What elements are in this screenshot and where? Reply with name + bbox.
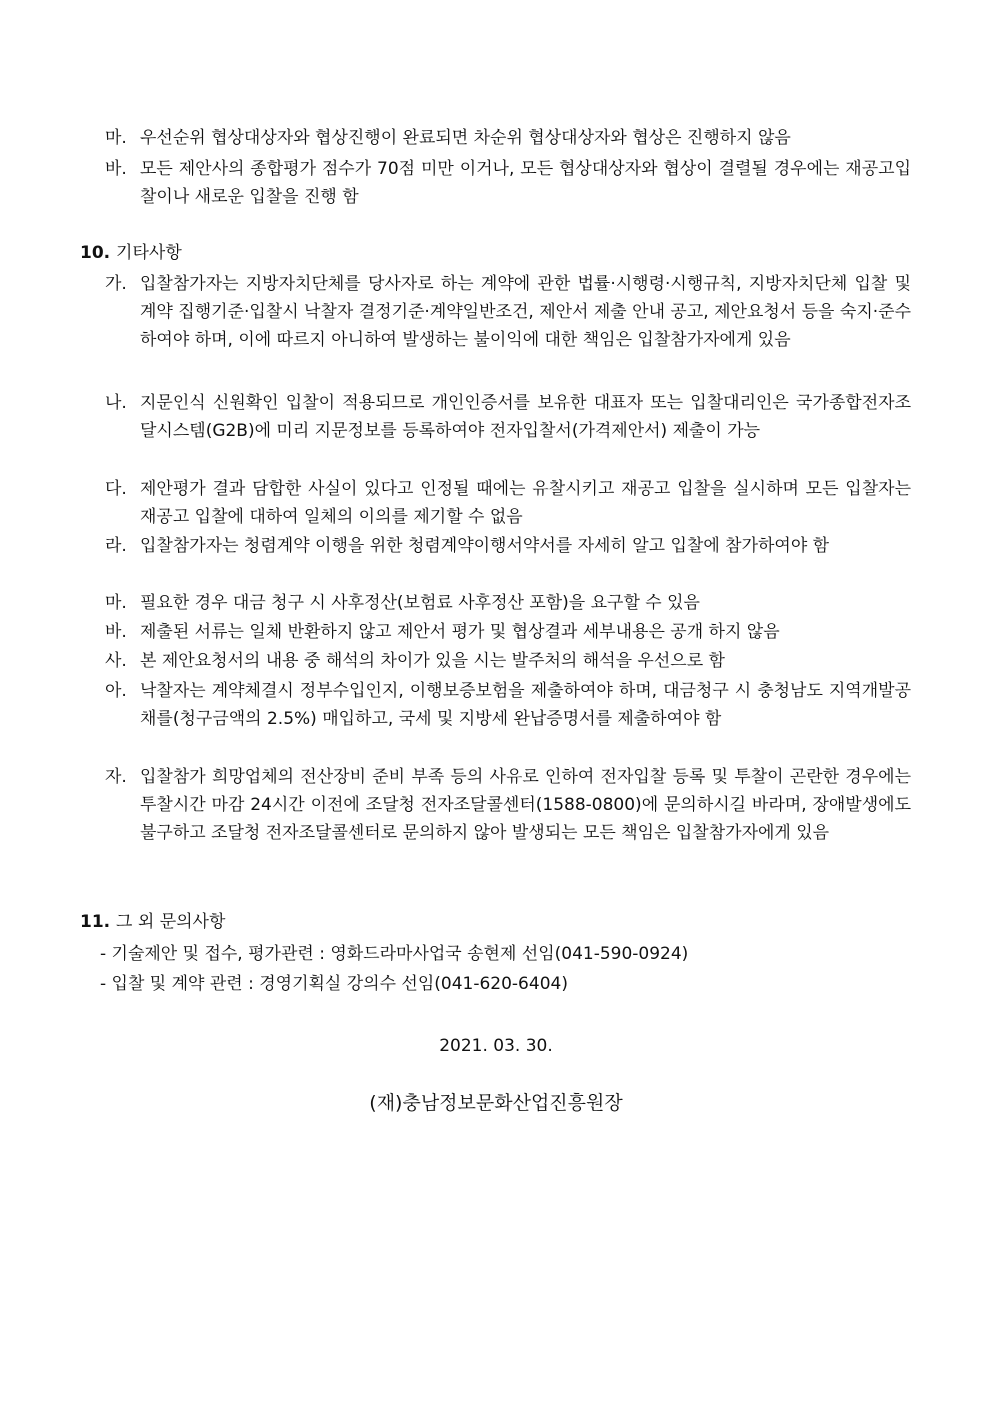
list-item (105, 155, 911, 211)
list-item (105, 532, 911, 560)
item-text: 모든 제안사의 종합평가 점수가 70점 미만 이거나, 모든 협상대상자와 협상이 결렬될 경우에는 재공고입찰이나 새로운 입찰을 진행 함 (140, 159, 911, 207)
list-item (105, 647, 911, 675)
item-marker: 라. (105, 536, 127, 556)
document-date: 2021. 03. 30. (439, 1036, 553, 1056)
item-text: 지문인식 신원확인 입찰이 적용되므로 개인인증서를 보유한 대표자 또는 입찰대리인은 국가종합전자조달시스템(G2B)에 미리 지문정보를 등록하여야 전자입찰서(가격제안서) 제출이 가능 (140, 393, 911, 441)
item-marker: 가. (105, 274, 127, 294)
section-number: 11. (80, 912, 111, 932)
item-marker: 나. (105, 393, 127, 413)
list-item (105, 124, 911, 152)
contact-line: - 기술제안 및 접수, 평가관련 : 영화드라마사업국 송현제 선임(041-590-0924) (100, 944, 689, 964)
contact-line: - 입찰 및 계약 관련 : 경영기획실 강의수 선임(041-620-6404) (100, 974, 568, 994)
list-item (105, 475, 911, 531)
list-item (105, 270, 911, 354)
section-heading-11 (80, 908, 225, 936)
section-title: 그 외 문의사항 (116, 912, 226, 932)
list-item (105, 389, 911, 445)
item-text: 입찰참가자는 지방자치단체를 당사자로 하는 계약에 관한 법률·시행령·시행규칙, 지방자치단체 입찰 및 계약 집행기준·입찰시 낙찰자 결정기준·계약일반조건, 제안서 제출 안내 공고, 제안요청서 등을 숙지·준수하여야 하며, 이에 따르지 아니하여 발생하는 불이익에 대한 책임은 입찰참가자에게 있음 (140, 274, 911, 350)
item-marker: 마. (105, 128, 127, 148)
issuing-organization: (재)충남정보문화산업진흥원장 (369, 1092, 623, 1114)
section-heading-10 (80, 239, 182, 267)
item-marker: 자. (105, 767, 127, 787)
item-marker: 바. (105, 159, 127, 179)
section-number: 10. (80, 243, 111, 263)
item-text: 본 제안요청서의 내용 중 해석의 차이가 있을 시는 발주처의 해석을 우선으로 함 (140, 651, 725, 671)
item-marker: 바. (105, 622, 127, 642)
item-text: 우선순위 협상대상자와 협상진행이 완료되면 차순위 협상대상자와 협상은 진행하지 않음 (140, 128, 791, 148)
section-title: 기타사항 (116, 243, 182, 263)
item-text: 필요한 경우 대금 청구 시 사후정산(보험료 사후정산 포함)을 요구할 수 있음 (140, 593, 700, 613)
item-marker: 사. (105, 651, 127, 671)
list-item (105, 763, 911, 847)
list-item (105, 618, 911, 646)
list-item (105, 589, 911, 617)
item-marker: 아. (105, 681, 127, 701)
item-text: 낙찰자는 계약체결시 정부수입인지, 이행보증보험을 제출하여야 하며, 대금청구 시 충청남도 지역개발공채를(청구금액의 2.5%) 매입하고, 국세 및 지방세 완납증명서를 제출하여야 함 (140, 681, 911, 729)
item-text: 입찰참가자는 청렴계약 이행을 위한 청렴계약이행서약서를 자세히 알고 입찰에 참가하여야 함 (140, 536, 830, 556)
item-text: 입찰참가 희망업체의 전산장비 준비 부족 등의 사유로 인하여 전자입찰 등록 및 투찰이 곤란한 경우에는 투찰시간 마감 24시간 이전에 조달청 전자조달콜센터(1588-0800)에 문의하시길 바라며, 장애발생에도 불구하고 조달청 전자조달콜센터로 문의하지 않아 발생되는 모든 책임은 입찰참가자에게 있음 (140, 767, 911, 843)
item-marker: 다. (105, 479, 127, 499)
item-marker: 마. (105, 593, 127, 613)
item-text: 제안평가 결과 담합한 사실이 있다고 인정될 때에는 유찰시키고 재공고 입찰을 실시하며 모든 입찰자는 재공고 입찰에 대하여 일체의 이의를 제기할 수 없음 (140, 479, 911, 527)
item-text: 제출된 서류는 일체 반환하지 않고 제안서 평가 및 협상결과 세부내용은 공개 하지 않음 (140, 622, 780, 642)
list-item (105, 677, 911, 733)
